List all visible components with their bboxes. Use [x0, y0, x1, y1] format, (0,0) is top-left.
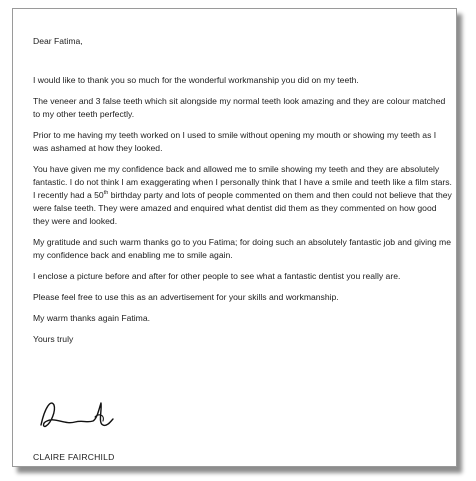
- birthday-text-end: birthday party and lots of people commented on them and then could not believe that they were false teeth. They were amazed and enquired what dentist did them as they commented on how good they were and looked.: [33, 190, 452, 226]
- paragraph-final-thanks: My warm thanks again Fatima.: [33, 313, 151, 323]
- paragraph-gratitude: My gratitude and such warm thanks go to you Fatima; for doing such an absolutely fantastic job and giving me my confidence back and enabling me to smile again.: [33, 237, 451, 260]
- paragraph-confidence: You have given me my confidence back and allowed me to smile showing my teeth and they are absolutely fantastic. I do not think I am exaggerating when I personally think that I have a smile and teeth like a film stars.: [33, 164, 452, 187]
- letter-page: [12, 8, 457, 467]
- salutation: Dear Fatima,: [33, 36, 83, 46]
- paragraph-veneer: The veneer and 3 false teeth which sit alongside my normal teeth look amazing and they are colour matched to my other teeth perfectly.: [33, 96, 446, 119]
- paragraph-birthday: [33, 189, 453, 228]
- ordinal-suffix: th: [103, 190, 109, 197]
- paragraph-enclosure: I enclose a picture before and after for other people to see what a fantastic dentist you really are.: [33, 271, 401, 281]
- signer-name: CLAIRE FAIRCHILD: [33, 452, 115, 462]
- closing: Yours truly: [33, 334, 74, 344]
- paragraph-thanks: I would like to thank you so much for the wonderful workmanship you did on my teeth.: [33, 75, 359, 85]
- paragraph-advertisement: Please feel free to use this as an advertisement for your skills and workmanship.: [33, 292, 339, 302]
- paragraph-before: Prior to me having my teeth worked on I used to smile without opening my mouth or showing my teeth as I was ashamed at how they looked.: [33, 130, 437, 153]
- letter-body: [33, 35, 453, 346]
- handwritten-signature: [35, 395, 115, 435]
- birthday-text-start: I recently had a 50: [33, 190, 104, 200]
